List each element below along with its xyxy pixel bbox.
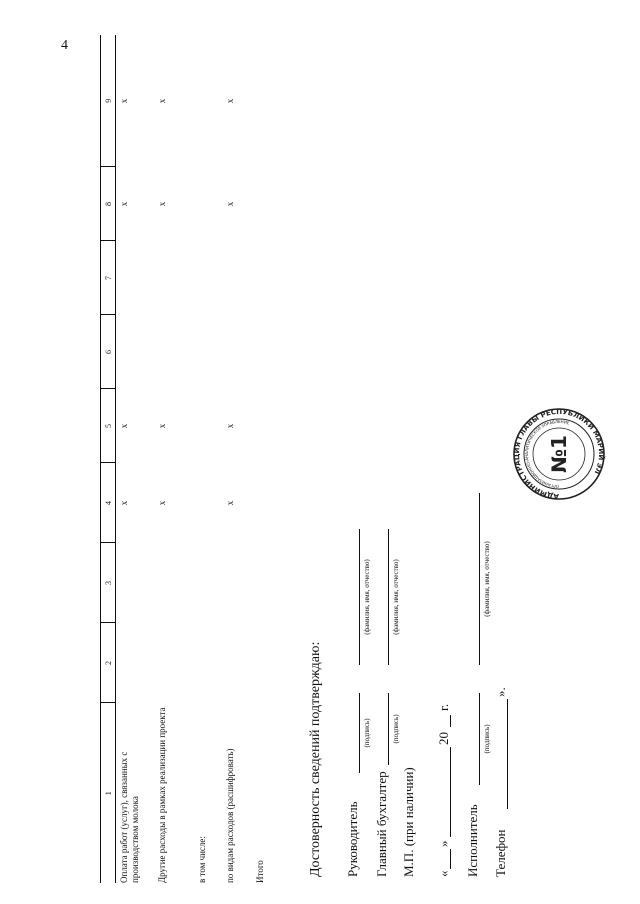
date-suffix: г.: [436, 703, 451, 711]
table-cell: [252, 389, 282, 463]
table-cell: [116, 623, 155, 703]
phone-end: ».: [493, 687, 508, 697]
confirmation-heading: Достоверность сведений подтверждаю:: [308, 641, 323, 877]
signature-line: [388, 693, 389, 765]
name-hint: (фамилия, имя, отчество): [392, 559, 400, 635]
row-label: по видам расходов (расшифровать): [225, 748, 235, 883]
table-cell: [252, 623, 282, 703]
table-cell: x: [119, 500, 129, 506]
table-cell: [116, 543, 155, 623]
seal-place-label: М.П. (при наличии): [401, 767, 416, 877]
column-header: 9: [101, 35, 116, 167]
table-cell: [194, 315, 222, 389]
chief-accountant-label: Главный бухгалтер: [374, 771, 389, 877]
table-cell: [194, 35, 222, 167]
signature-hint: (подпись): [392, 714, 400, 744]
table-cell: [154, 623, 194, 703]
table-cell: x: [225, 500, 235, 506]
year-line: [450, 715, 451, 727]
date-open-quote: «: [436, 870, 451, 877]
table-cell: x: [157, 201, 167, 207]
table-cell: [252, 315, 282, 389]
name-line: [359, 529, 360, 665]
column-header: 5: [101, 389, 116, 463]
row-label: Оплата работ (услуг), связанных с производством молока: [119, 751, 140, 883]
signature-hint: (подпись): [363, 718, 371, 748]
name-line: [479, 493, 480, 665]
phone-label: Телефон: [493, 829, 508, 877]
table-cell: x: [225, 98, 235, 104]
row-label: Итого: [255, 860, 265, 883]
table-row: [194, 35, 222, 883]
column-header: 1: [101, 703, 116, 883]
table-cell: [194, 389, 222, 463]
column-header: 7: [101, 241, 116, 315]
table-cell: [222, 315, 252, 389]
table-header-row: [101, 35, 116, 883]
row-label: Другие расходы в рамках реализации проекта: [157, 707, 167, 883]
table-cell: [194, 623, 222, 703]
table-cell: x: [119, 98, 129, 104]
table-cell: [252, 543, 282, 623]
table-cell: [116, 315, 155, 389]
date-row: [436, 677, 456, 877]
table-cell: x: [119, 201, 129, 207]
stamp-number: №1: [547, 435, 571, 473]
table-cell: [116, 241, 155, 315]
table-cell: x: [225, 423, 235, 429]
table-row: [252, 35, 282, 883]
signature-line: [479, 693, 480, 785]
table-row: [154, 35, 194, 883]
date-year: 20: [436, 732, 451, 745]
table-cell: [252, 35, 282, 167]
name-hint: (фамилия, имя, отчество): [363, 559, 371, 635]
official-stamp: [512, 407, 606, 501]
table-cell: [252, 463, 282, 543]
table-cell: [252, 167, 282, 241]
phone-row: [493, 577, 513, 877]
row-label: в том числе:: [197, 836, 207, 883]
column-header: 4: [101, 463, 116, 543]
signature-line: [359, 693, 360, 773]
stamp-inner-text: ОРГАНИЗАЦИОННО-АНАЛИТИЧЕСКОЕ УПРАВЛЕНИЕ: [523, 418, 571, 490]
head-label: Руководитель: [345, 801, 360, 877]
table-cell: [194, 543, 222, 623]
name-hint: (фамилия, имя, отчество): [483, 541, 491, 617]
table-cell: [194, 463, 222, 543]
table-cell: [222, 241, 252, 315]
table-cell: [154, 241, 194, 315]
name-line: [388, 529, 389, 665]
column-header: 3: [101, 543, 116, 623]
table-cell: x: [157, 423, 167, 429]
date-close-quote: »: [436, 840, 451, 847]
table-cell: x: [119, 423, 129, 429]
rotated-form-sheet: [100, 23, 620, 883]
executor-label: Исполнитель: [465, 804, 480, 877]
table-cell: [194, 241, 222, 315]
table-cell: [252, 241, 282, 315]
table-cell: [194, 167, 222, 241]
day-line: [450, 849, 451, 869]
expense-table: [100, 35, 282, 883]
month-line: [450, 747, 451, 837]
table-cell: x: [157, 98, 167, 104]
column-header: 2: [101, 623, 116, 703]
page-number: 4: [61, 38, 68, 53]
table-cell: [222, 543, 252, 623]
phone-line: [507, 699, 508, 809]
column-header: 6: [101, 315, 116, 389]
table-cell: [154, 543, 194, 623]
table-row: [116, 35, 155, 883]
table-cell: x: [225, 201, 235, 207]
table-row: [222, 35, 252, 883]
table-cell: [154, 315, 194, 389]
table-cell: x: [157, 500, 167, 506]
stamp-outer-text: АДМИНИСТРАЦИЯ ГЛАВЫ РЕСПУБЛИКИ МАРИЙ ЭЛ: [512, 407, 606, 501]
column-header: 8: [101, 167, 116, 241]
signature-hint: (подпись): [483, 724, 491, 754]
table-cell: [222, 623, 252, 703]
